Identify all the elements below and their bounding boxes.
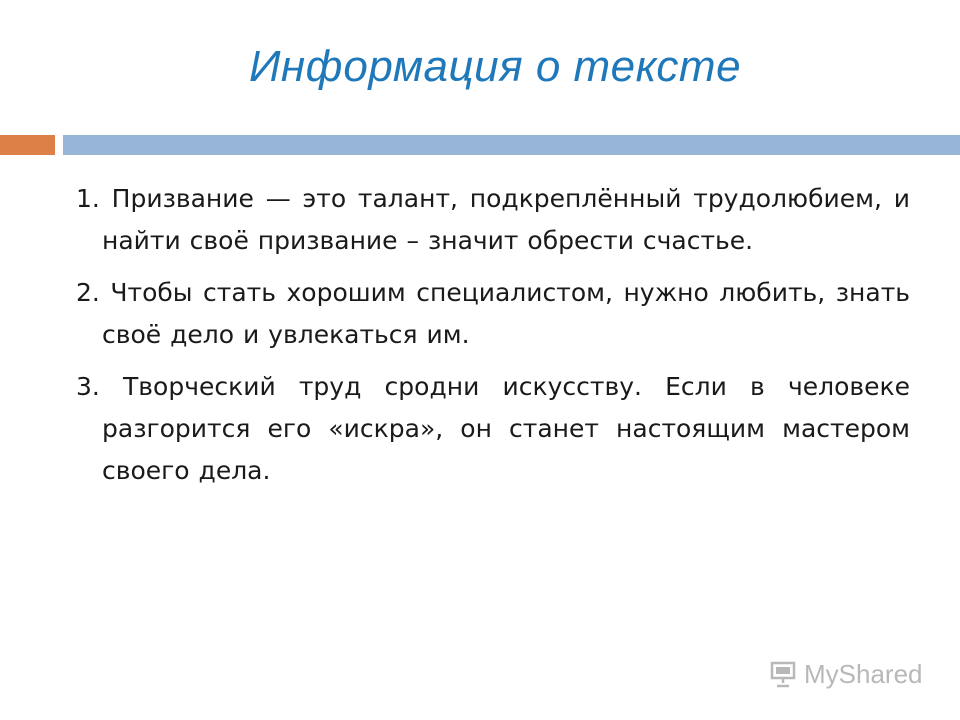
slide-body	[76, 178, 910, 502]
accent-bar-orange	[0, 135, 55, 155]
list-item-1: 1. Призвание — это талант, подкреплённый трудолюбием, и найти своё призвание – значит обрести счастье.	[76, 184, 910, 255]
presentation-icon	[768, 659, 798, 689]
list-item-3: 3. Творческий труд сродни искусству. Если в человеке разгорится его «искра», он станет настоящим мастером своего дела.	[76, 372, 910, 485]
slide-title: Информация о тексте	[248, 42, 742, 91]
watermark	[768, 656, 923, 692]
list-item-2: 2. Чтобы стать хорошим специалистом, нужно любить, знать своё дело и увлекаться им.	[76, 278, 910, 349]
accent-bar-blue	[63, 135, 960, 155]
watermark-text: MyShared	[804, 658, 923, 689]
